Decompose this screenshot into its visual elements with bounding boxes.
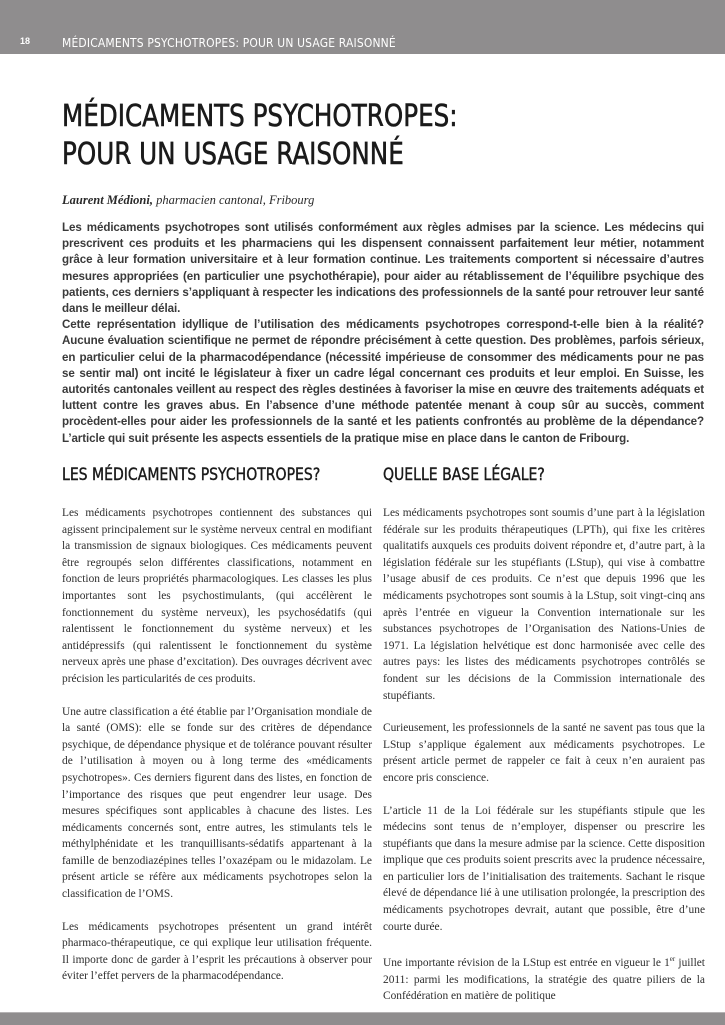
section-heading-base-legale: QUELLE BASE LÉGALE? (383, 465, 545, 484)
body-paragraph-revision (383, 951, 705, 1005)
lead-paragraph: Cette représentation idyllique de l’utilisation des médicaments psychotropes correspond-t-elle bien à la réalité? Aucune évaluation scientifique ne permet de répondre précisément à cette question. Des problèmes, parfois sérieux, en particulier celui de la pharmacodépendance (nécessité impérieuse de consommer des médicaments pour ne pas se sentir mal) ont incité le législateur à fixer un cadre légal concernant ces produits et leur emploi. En Suisse, les autorités cantonales veillent au respect des règles destinées à favoriser la mise en œuvre des traitements adéquats et luttent contre les graves abus. En l’absence d’une méthode patentée menant à coup sûr au succès, comment procèdent-elles pour aider les professionnels de la santé et les patients confrontés au problème de la dépendance? L’article qui suit présente les aspects essentiels de la pratique mise en place dans le canton de Fribourg. (62, 318, 704, 445)
header-bar (0, 0, 725, 54)
body-paragraph: Les médicaments psychotropes sont soumis d’une part à la législation fédérale sur les produits thérapeutiques (LPTh), qui fixe les critères qualitatifs auxquels ces produits doivent répondre et, d’autre part, à la législation fédérale sur les stupéfiants (LStup), qui vise à combattre l’usage abusif de ces produits. Ce n’est que depuis 1996 que les médicaments psychotropes sont soumis à la LStup, soit vingt-cinq ans après l’entrée en vigueur la Convention internationale sur les substances psychotropes de l’Organisation des Nations-Unies de 1971. La législation helvétique est donc harmonisée avec celle des autres pays: les listes des médicaments psychotropes contrôlés se fondent sur les décisions de la Commission internationale des stupéfiants. (383, 507, 705, 702)
body-paragraph: L’article 11 de la Loi fédérale sur les stupéfiants stipule que les médecins sont tenus de n’employer, dispenser ou prescrire les stupéfiants que dans la mesure admise par la science. Cette disposition implique que ces produits soient prescrits avec la prudence nécessaire, en particulier lors de l’initialisation des traitements. Sachant le risque élevé de dépendance lié à une utilisation prolongée, la prescription des médicaments psychotropes devrait, autant que possible, être d’une courte durée. (383, 804, 705, 933)
page-number: 18 (20, 36, 31, 46)
lead-paragraphs (62, 220, 704, 447)
footer-bar (0, 1012, 725, 1025)
ordinal-superscript: er (669, 955, 676, 964)
title-line-1: MÉDICAMENTS PSYCHOTROPES: (62, 99, 458, 134)
article-title (62, 98, 458, 174)
lead-paragraph: Les médicaments psychotropes sont utilisés conformément aux règles admises par la science. Les médecins qui prescrivent ces produits et les pharmaciens qui les dispensent connaissent parfaitement leur métier, notamment grâce à leur formation universitaire et à leur formation continue. Les traitements comportent si nécessaire d’autres mesures appropriées (en particulier une psychothérapie), pour aider au rétablissement de l’équilibre psychique des patients, ces derniers s’appliquant à respecter les indications des professionnels de la santé pour retrouver leur santé dans le meilleur délai. (62, 221, 704, 316)
section-heading-psychotropes: LES MÉDICAMENTS PSYCHOTROPES? (62, 465, 321, 484)
revision-text-start: Une importante révision de la LStup est entrée en vigueur le 1 (383, 957, 670, 970)
body-paragraph: Les médicaments psychotropes contiennent des substances qui agissent principalement sur le système nerveux central en modifiant la transmission de signaux biologiques. Ces médicaments peuvent être regroupés selon différentes classifications, notamment en fonction de leurs propriétés pharmacologiques. Les classes les plus importantes sont les psychostimulants, (qui accélèrent le fonctionnement du système nerveux), les psychosédatifs (qui ralentissent le fonctionnement du système nerveux) et les antidépressifs (qui ralentissent le fonctionnement du système nerveux après une phase d’excitation). Des ouvrages décrivent avec précision les particularités de ces produits. (62, 507, 372, 685)
author-name: Laurent Médioni, (62, 193, 153, 207)
revision-text-end: juillet 2011: parmi les modifications, la stratégie des quatre piliers de la Confédération en matière de politique (383, 957, 705, 1003)
body-paragraph: Curieusement, les professionnels de la santé ne savent pas tous que la LStup s’applique également aux médicaments psychotropes. Le présent article permet de rappeler ce fait à ceux n’en auraient pas encore pris conscience. (383, 722, 705, 784)
column-left (62, 465, 372, 1001)
byline (62, 193, 314, 208)
column-right (383, 465, 705, 1021)
body-paragraph: Une autre classification a été établie par l’Organisation mondiale de la santé (OMS): elle se fonde sur des critères de dépendance psychique, de dépendance physique et de tolérance pouvant résulter de l’utilisation à moyen ou à long terme des «médicaments psychotropes». Ces derniers figurent dans des listes, en fonction de l’importance des risques que peut engendrer leur usage. Des mesures spécifiques sont applicables à chacune des listes. Les médicaments concernés sont, entre autres, les stimulants tels le méthylphénidate et les tranquillisants-sédatifs appartenant à la famille de benzodiazépines telles l’oxazépam ou le midazolam. Le présent article se réfère aux médicaments psychotropes selon la classification de l’OMS. (62, 705, 372, 901)
title-line-2: POUR UN USAGE RAISONNÉ (62, 137, 404, 172)
running-title: MÉDICAMENTS PSYCHOTROPES: POUR UN USAGE RAISONNÉ (62, 35, 396, 50)
body-paragraph: Les médicaments psychotropes présentent un grand intérêt pharmaco-thérapeutique, ce qui explique leur utilisation fréquente. Il importe donc de garder à l’esprit les précautions à observer pour éviter l’effet pervers de la pharmacodépendance. (62, 920, 372, 983)
author-role: pharmacien cantonal, Fribourg (153, 193, 315, 207)
